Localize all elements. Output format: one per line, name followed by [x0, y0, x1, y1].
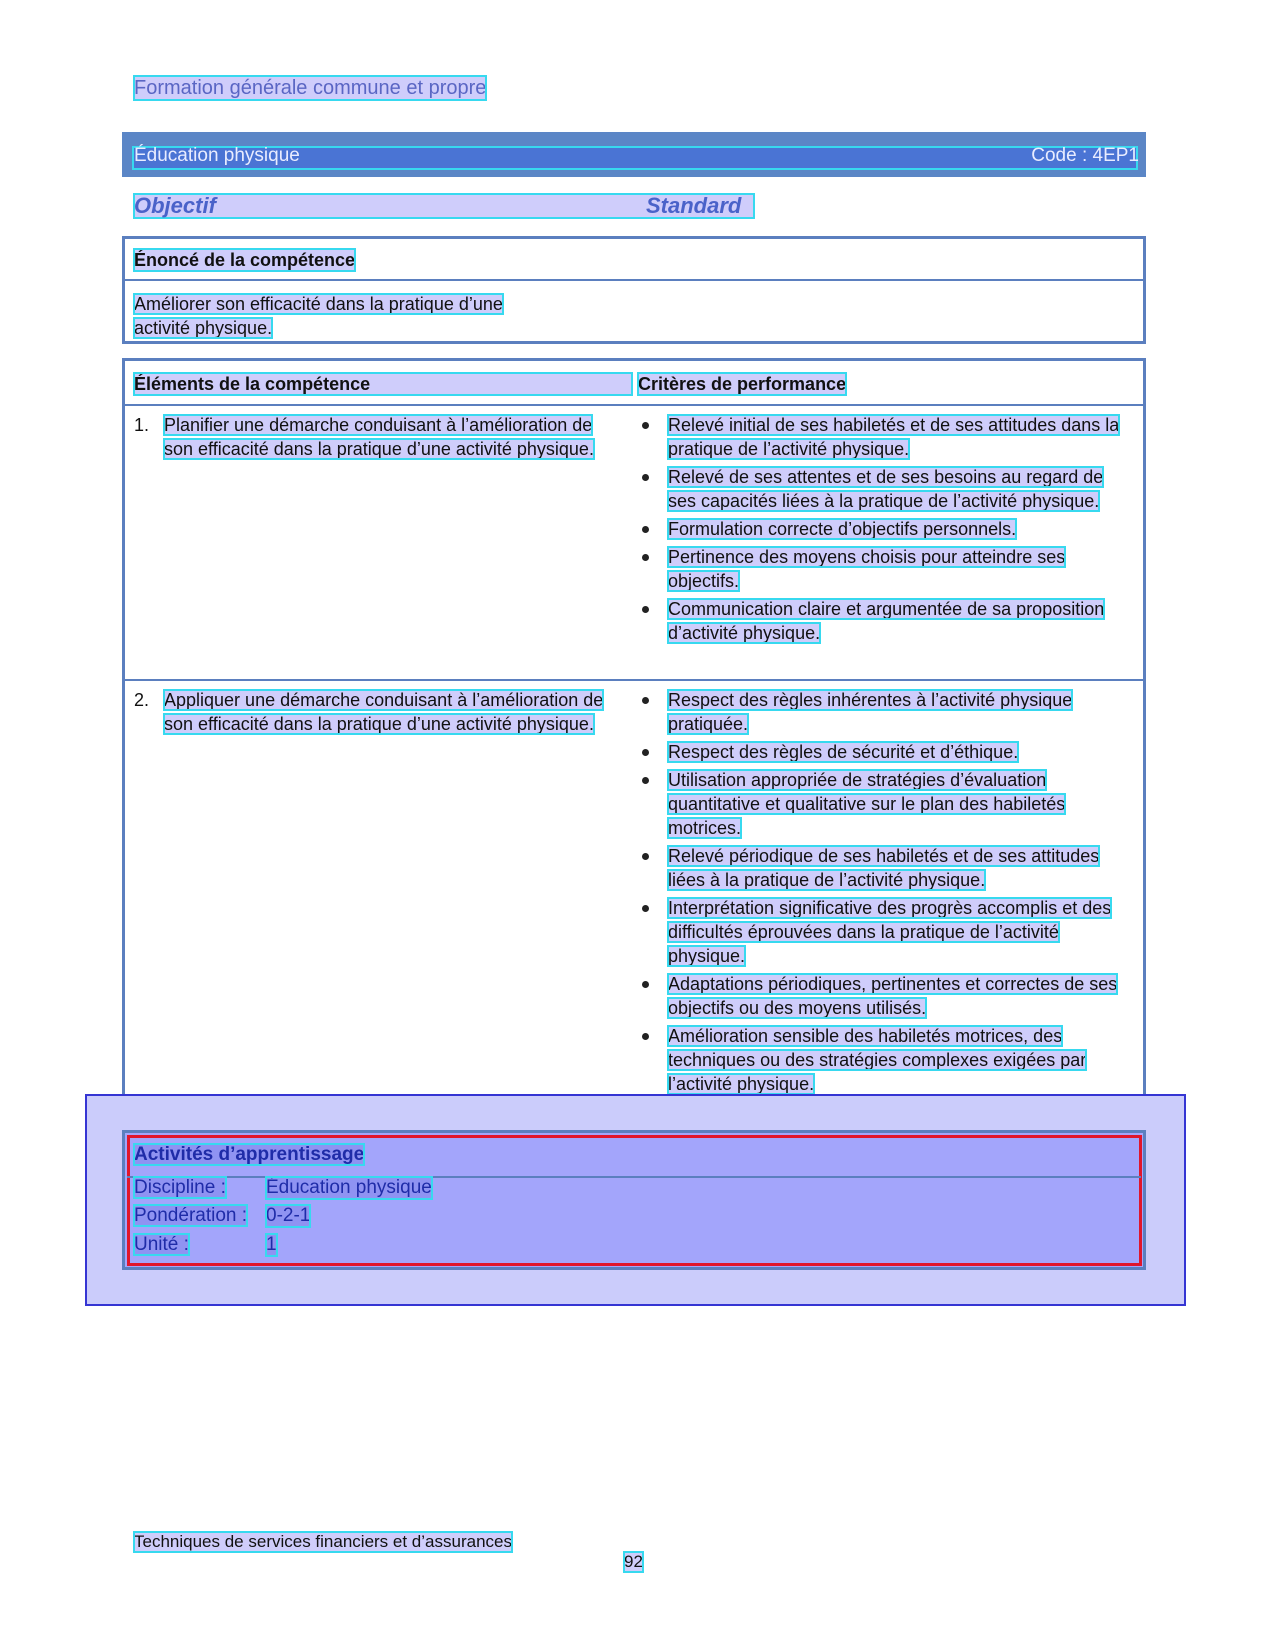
element-number: 2. — [134, 690, 150, 710]
bullet-icon — [642, 554, 649, 561]
bullet-icon — [642, 1033, 649, 1040]
unite-row — [134, 1234, 277, 1256]
criterion-item: Respect des règles de sécurité et d’éthique. — [638, 740, 1126, 764]
objective-label: Objectif — [134, 193, 216, 218]
criterion-item: Adaptations périodiques, pertinentes et correctes de ses objectifs ou des moyens utilisés. — [638, 972, 1126, 1020]
criterion-item: Formulation correcte d’objectifs personnels. — [638, 517, 1126, 541]
criterion-item: Amélioration sensible des habiletés motrices, des techniques ou des stratégies complexes exigées par l’activité physique. — [638, 1024, 1126, 1096]
criterion-item: Utilisation appropriée de stratégies d’évaluation quantitative et qualitative sur le plan des habiletés motrices. — [638, 768, 1126, 840]
footer-program: Techniques de services financiers et d’assurances — [134, 1532, 512, 1551]
bullet-icon — [642, 422, 649, 429]
bullet-icon — [642, 474, 649, 481]
element-text: Planifier une démarche conduisant à l’amélioration de son efficacité dans la pratique d’une activité physique. — [164, 415, 594, 459]
element-text: Appliquer une démarche conduisant à l’amélioration de son efficacité dans la pratique d’une activité physique. — [164, 690, 604, 734]
competence-element-2 — [134, 688, 604, 736]
bullet-icon — [642, 697, 649, 704]
unite-value: 1 — [266, 1234, 277, 1255]
bullet-icon — [642, 853, 649, 860]
ponderation-label: Pondération : — [134, 1205, 248, 1226]
ponderation-value: 0-2-1 — [266, 1205, 311, 1226]
criteria-list-2 — [638, 688, 1126, 1100]
enonce-text — [134, 292, 560, 340]
criterion-item: Interprétation significative des progrès accomplis et des difficultés éprouvées dans la pratique de l’activité physique. — [638, 896, 1126, 968]
bullet-icon — [642, 526, 649, 533]
criterion-item: Relevé périodique de ses habiletés et de ses attitudes liées à la pratique de l’activité physique. — [638, 844, 1126, 892]
column-header-elements: Éléments de la compétence — [134, 373, 632, 395]
discipline-row — [134, 1177, 432, 1199]
competence-row-separator — [125, 679, 1143, 681]
criteria-list-1 — [638, 413, 1126, 649]
criterion-item: Communication claire et argumentée de sa proposition d’activité physique. — [638, 597, 1126, 645]
unite-label: Unité : — [134, 1234, 189, 1255]
course-name: Éducation physique — [134, 145, 300, 166]
bullet-icon — [642, 749, 649, 756]
activities-title — [134, 1144, 364, 1166]
criterion-item: Relevé initial de ses habiletés et de ses attitudes dans la pratique de l’activité physique. — [638, 413, 1126, 461]
bullet-icon — [642, 981, 649, 988]
element-number: 1. — [134, 415, 150, 435]
discipline-label: Discipline : — [134, 1177, 226, 1198]
enonce-separator — [125, 279, 1143, 281]
bullet-icon — [642, 905, 649, 912]
competence-element-1 — [134, 413, 604, 461]
enonce-statement: Améliorer son efficacité dans la pratique d’une activité physique. — [134, 294, 503, 338]
criterion-item: Relevé de ses attentes et de ses besoins au regard de ses capacités liées à la pratique de l’activité physique. — [638, 465, 1126, 513]
criterion-item: Pertinence des moyens choisis pour atteindre ses objectifs. — [638, 545, 1126, 593]
page-number: 92 — [624, 1552, 643, 1571]
ponderation-row — [134, 1205, 310, 1227]
activities-title-text: Activités d’apprentissage — [134, 1144, 365, 1165]
column-header-criteria: Critères de performance — [638, 374, 847, 394]
competence-header-separator — [125, 404, 1143, 406]
section-title: Formation générale commune et propre — [134, 77, 487, 99]
enonce-title: Énoncé de la compétence — [134, 250, 356, 270]
bullet-icon — [642, 606, 649, 613]
standard-label: Standard — [646, 193, 742, 218]
discipline-value: Éducation physique — [266, 1177, 432, 1198]
bullet-icon — [642, 777, 649, 784]
criterion-item: Respect des règles inhérentes à l’activité physique pratiquée. — [638, 688, 1126, 736]
course-code: Code : 4EP1 — [1031, 145, 1139, 166]
objective-row — [134, 194, 754, 218]
